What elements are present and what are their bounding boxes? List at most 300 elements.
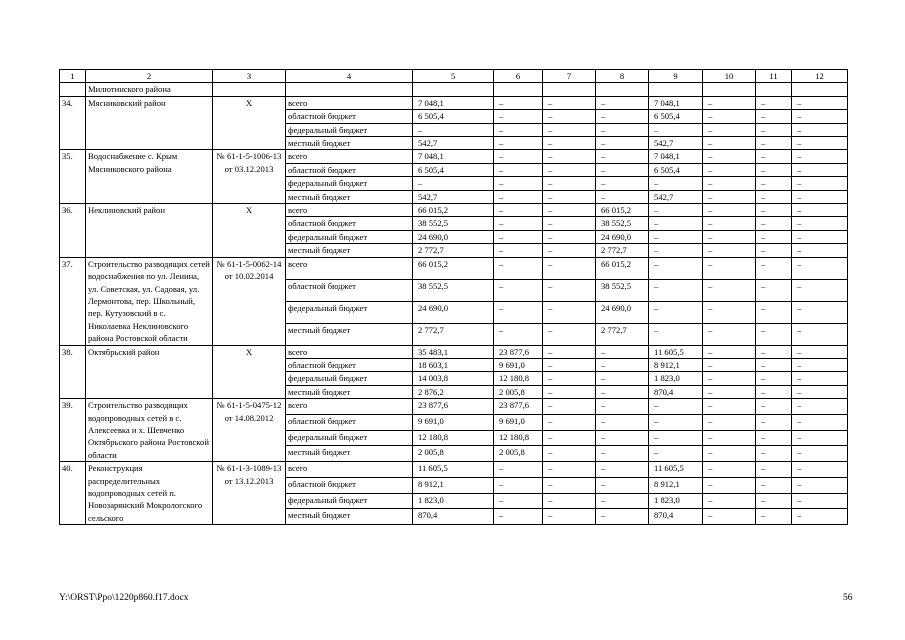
amount-cell: – <box>756 399 792 415</box>
amount-cell: 35 483,1 <box>413 345 494 358</box>
column-number: 5 <box>413 70 494 83</box>
amount-cell: 542,7 <box>649 137 703 150</box>
budget-source: федеральный бюджет <box>286 493 413 509</box>
budget-source: всего <box>286 399 413 415</box>
budget-source: всего <box>286 462 413 478</box>
document-ref: № 61-1-5-0475-12 от 14.08.2012 <box>213 399 286 462</box>
amount-cell: – <box>703 345 756 358</box>
amount-cell: – <box>596 96 649 109</box>
amount-cell: – <box>756 477 792 493</box>
amount-cell: – <box>543 323 596 345</box>
amount-cell: – <box>494 301 543 323</box>
amount-cell: – <box>543 110 596 123</box>
document-ref: Х <box>213 204 286 258</box>
column-number: 1 <box>60 70 86 83</box>
amount-cell: – <box>543 509 596 525</box>
amount-cell: – <box>703 177 756 190</box>
amount-cell: – <box>792 150 848 163</box>
amount-cell: – <box>756 462 792 478</box>
amount-cell: – <box>792 230 848 243</box>
table-body <box>60 70 848 525</box>
amount-cell: – <box>596 190 649 203</box>
empty-cell <box>596 83 649 96</box>
empty-cell <box>649 83 703 96</box>
budget-source: областной бюджет <box>286 217 413 230</box>
amount-cell: – <box>703 399 756 415</box>
amount-cell: 66 015,2 <box>413 204 494 217</box>
amount-cell: – <box>543 217 596 230</box>
column-number: 6 <box>494 70 543 83</box>
amount-cell: – <box>494 257 543 279</box>
column-number: 11 <box>756 70 792 83</box>
amount-cell: – <box>649 177 703 190</box>
amount-cell: 8 912,1 <box>649 358 703 371</box>
amount-cell: 542,7 <box>649 190 703 203</box>
empty-cell <box>756 83 792 96</box>
amount-cell: 18 603,1 <box>413 358 494 371</box>
amount-cell: – <box>596 372 649 385</box>
amount-cell: – <box>494 230 543 243</box>
amount-cell: – <box>543 230 596 243</box>
amount-cell: 1 823,0 <box>413 493 494 509</box>
budget-source: федеральный бюджет <box>286 230 413 243</box>
table-row <box>60 257 848 279</box>
item-number: 38. <box>60 345 86 399</box>
column-number: 8 <box>596 70 649 83</box>
amount-cell: – <box>494 177 543 190</box>
amount-cell: – <box>596 358 649 371</box>
amount-cell: 7 048,1 <box>649 150 703 163</box>
amount-cell: – <box>494 110 543 123</box>
amount-cell: – <box>649 446 703 462</box>
table-row <box>60 462 848 478</box>
amount-cell: – <box>703 358 756 371</box>
document-ref: Х <box>213 345 286 399</box>
amount-cell: 6 505,4 <box>649 163 703 176</box>
amount-cell: – <box>596 123 649 136</box>
table-row <box>60 345 848 358</box>
amount-cell: 24 690,0 <box>596 301 649 323</box>
item-number: 34. <box>60 96 86 150</box>
table-row <box>60 96 848 109</box>
amount-cell: – <box>703 372 756 385</box>
amount-cell: – <box>543 477 596 493</box>
amount-cell: – <box>649 244 703 257</box>
amount-cell: – <box>756 430 792 446</box>
amount-cell: – <box>596 163 649 176</box>
amount-cell: – <box>756 493 792 509</box>
amount-cell: – <box>649 414 703 430</box>
amount-cell: – <box>596 345 649 358</box>
budget-source: федеральный бюджет <box>286 301 413 323</box>
empty-cell <box>413 83 494 96</box>
amount-cell: – <box>494 96 543 109</box>
amount-cell: – <box>703 150 756 163</box>
amount-cell: – <box>792 477 848 493</box>
amount-cell: – <box>596 399 649 415</box>
amount-cell: 2 005,8 <box>494 446 543 462</box>
amount-cell: – <box>543 462 596 478</box>
amount-cell: – <box>494 509 543 525</box>
amount-cell: – <box>792 110 848 123</box>
item-number: 40. <box>60 462 86 525</box>
budget-table <box>59 69 848 525</box>
amount-cell: – <box>756 385 792 398</box>
amount-cell: – <box>703 244 756 257</box>
document-ref: Х <box>213 96 286 150</box>
amount-cell: – <box>494 279 543 301</box>
column-number: 2 <box>86 70 213 83</box>
budget-source: всего <box>286 96 413 109</box>
amount-cell: – <box>792 345 848 358</box>
page-number: 56 <box>843 593 853 603</box>
empty-cell <box>494 83 543 96</box>
column-number: 3 <box>213 70 286 83</box>
budget-source: федеральный бюджет <box>286 372 413 385</box>
table-row <box>60 204 848 217</box>
carryover-row <box>60 83 848 96</box>
amount-cell: – <box>792 123 848 136</box>
budget-source: всего <box>286 204 413 217</box>
amount-cell: – <box>792 323 848 345</box>
column-number: 7 <box>543 70 596 83</box>
amount-cell: – <box>596 110 649 123</box>
amount-cell: – <box>596 462 649 478</box>
amount-cell: – <box>494 204 543 217</box>
amount-cell: – <box>543 446 596 462</box>
amount-cell: – <box>494 163 543 176</box>
amount-cell: 9 691,0 <box>413 414 494 430</box>
amount-cell: – <box>703 257 756 279</box>
amount-cell: 23 877,6 <box>413 399 494 415</box>
amount-cell: 38 552,5 <box>596 279 649 301</box>
carryover-text: Милютинского района <box>86 83 213 96</box>
amount-cell: 2 772,7 <box>596 244 649 257</box>
amount-cell: – <box>543 358 596 371</box>
amount-cell: – <box>649 123 703 136</box>
budget-source: местный бюджет <box>286 446 413 462</box>
amount-cell: – <box>703 279 756 301</box>
amount-cell: – <box>703 446 756 462</box>
amount-cell: 1 823,0 <box>649 372 703 385</box>
amount-cell: – <box>596 430 649 446</box>
amount-cell: 66 015,2 <box>596 257 649 279</box>
amount-cell: – <box>596 477 649 493</box>
amount-cell: – <box>649 430 703 446</box>
amount-cell: – <box>703 301 756 323</box>
table-row <box>60 150 848 163</box>
amount-cell: 870,4 <box>649 385 703 398</box>
budget-source: областной бюджет <box>286 477 413 493</box>
amount-cell: 66 015,2 <box>413 257 494 279</box>
object-name: Водоснабжение с. Крым Мясниковского района <box>86 150 213 204</box>
column-number: 12 <box>792 70 848 83</box>
amount-cell: – <box>703 204 756 217</box>
amount-cell: – <box>543 123 596 136</box>
amount-cell: – <box>756 372 792 385</box>
amount-cell: – <box>756 163 792 176</box>
amount-cell: – <box>703 493 756 509</box>
amount-cell: – <box>494 244 543 257</box>
amount-cell: 14 003,8 <box>413 372 494 385</box>
budget-source: областной бюджет <box>286 110 413 123</box>
amount-cell: 8 912,1 <box>649 477 703 493</box>
amount-cell: – <box>756 96 792 109</box>
amount-cell: 38 552,5 <box>413 279 494 301</box>
amount-cell: – <box>792 430 848 446</box>
amount-cell: – <box>703 96 756 109</box>
budget-source: местный бюджет <box>286 385 413 398</box>
budget-source: местный бюджет <box>286 323 413 345</box>
amount-cell: 9 691,0 <box>494 414 543 430</box>
amount-cell: – <box>792 446 848 462</box>
amount-cell: – <box>543 257 596 279</box>
amount-cell: 24 690,0 <box>596 230 649 243</box>
amount-cell: – <box>703 509 756 525</box>
amount-cell: – <box>649 257 703 279</box>
empty-cell <box>543 83 596 96</box>
amount-cell: 24 690,0 <box>413 301 494 323</box>
amount-cell: – <box>756 244 792 257</box>
amount-cell: – <box>543 244 596 257</box>
amount-cell: – <box>494 477 543 493</box>
budget-source: областной бюджет <box>286 163 413 176</box>
amount-cell: – <box>596 446 649 462</box>
amount-cell: – <box>756 279 792 301</box>
amount-cell: – <box>703 190 756 203</box>
amount-cell: – <box>703 385 756 398</box>
amount-cell: – <box>756 323 792 345</box>
amount-cell: – <box>543 137 596 150</box>
object-name: Мясниковский район <box>86 96 213 150</box>
amount-cell: – <box>649 217 703 230</box>
amount-cell: – <box>792 257 848 279</box>
amount-cell: 2 876,2 <box>413 385 494 398</box>
amount-cell: – <box>543 279 596 301</box>
budget-source: федеральный бюджет <box>286 177 413 190</box>
amount-cell: – <box>413 123 494 136</box>
amount-cell: – <box>792 358 848 371</box>
amount-cell: – <box>543 399 596 415</box>
amount-cell: – <box>596 385 649 398</box>
empty-cell <box>703 83 756 96</box>
amount-cell: 66 015,2 <box>596 204 649 217</box>
budget-source: федеральный бюджет <box>286 123 413 136</box>
amount-cell: – <box>494 123 543 136</box>
object-name: Строительство разводящих сетей водоснабжения по ул. Ленина, ул. Советская, ул. Садовая, ул. Лермонтова, пер. Школьный, пер. Кутузовский в с. Николаевка Неклиновского района Ростовской области <box>86 257 213 345</box>
amount-cell: – <box>649 323 703 345</box>
item-number: 37. <box>60 257 86 345</box>
table-row <box>60 399 848 415</box>
amount-cell: – <box>543 190 596 203</box>
amount-cell: 38 552,5 <box>596 217 649 230</box>
budget-source: местный бюджет <box>286 190 413 203</box>
item-number: 39. <box>60 399 86 462</box>
amount-cell: – <box>756 446 792 462</box>
amount-cell: 1 823,0 <box>649 493 703 509</box>
amount-cell: – <box>543 163 596 176</box>
amount-cell: 870,4 <box>649 509 703 525</box>
amount-cell: – <box>792 462 848 478</box>
amount-cell: – <box>792 509 848 525</box>
amount-cell: 12 180,8 <box>494 430 543 446</box>
amount-cell: – <box>703 217 756 230</box>
empty-cell <box>286 83 413 96</box>
amount-cell: – <box>792 163 848 176</box>
budget-source: областной бюджет <box>286 414 413 430</box>
amount-cell: – <box>543 430 596 446</box>
amount-cell: 2 772,7 <box>413 323 494 345</box>
amount-cell: – <box>494 137 543 150</box>
document-ref: № 61-1-5-1006-13 от 03.12.2013 <box>213 150 286 204</box>
amount-cell: – <box>494 217 543 230</box>
item-number: 35. <box>60 150 86 204</box>
amount-cell: – <box>543 414 596 430</box>
amount-cell: – <box>756 123 792 136</box>
amount-cell: – <box>756 257 792 279</box>
amount-cell: 542,7 <box>413 137 494 150</box>
file-path: Y:\ORST\Ppo\1220p860.f17.docx <box>59 593 189 603</box>
amount-cell: 11 605,5 <box>649 345 703 358</box>
amount-cell: – <box>703 110 756 123</box>
amount-cell: – <box>756 509 792 525</box>
amount-cell: – <box>703 430 756 446</box>
amount-cell: – <box>543 96 596 109</box>
document-ref: № 61-1-3-1089-13 от 13.12.2013 <box>213 462 286 525</box>
column-number: 10 <box>703 70 756 83</box>
amount-cell: 38 552,5 <box>413 217 494 230</box>
amount-cell: – <box>596 177 649 190</box>
amount-cell: – <box>703 230 756 243</box>
amount-cell: – <box>792 244 848 257</box>
amount-cell: – <box>756 110 792 123</box>
amount-cell: – <box>792 493 848 509</box>
amount-cell: – <box>543 150 596 163</box>
amount-cell: – <box>792 217 848 230</box>
amount-cell: 2 772,7 <box>596 323 649 345</box>
object-name: Строительство разводящих водопроводных сетей в с. Алексеевка и х. Шевченко Октябрьского района Ростовской области <box>86 399 213 462</box>
amount-cell: 23 877,6 <box>494 399 543 415</box>
amount-cell: 8 912,1 <box>413 477 494 493</box>
amount-cell: – <box>756 345 792 358</box>
amount-cell: 12 180,8 <box>494 372 543 385</box>
budget-source: областной бюджет <box>286 279 413 301</box>
column-header-row <box>60 70 848 83</box>
amount-cell: – <box>792 190 848 203</box>
budget-source: всего <box>286 257 413 279</box>
amount-cell: – <box>756 230 792 243</box>
budget-source: федеральный бюджет <box>286 430 413 446</box>
empty-cell <box>213 83 286 96</box>
amount-cell: 2 772,7 <box>413 244 494 257</box>
amount-cell: 24 690,0 <box>413 230 494 243</box>
amount-cell: – <box>543 493 596 509</box>
empty-cell <box>792 83 848 96</box>
amount-cell: 9 691,0 <box>494 358 543 371</box>
object-name: Реконструкция распределительных водопроводных сетей п. Новозарянский Мокрологского сельского <box>86 462 213 525</box>
amount-cell: 7 048,1 <box>413 150 494 163</box>
amount-cell: 6 505,4 <box>413 110 494 123</box>
amount-cell: 2 005,8 <box>494 385 543 398</box>
amount-cell: – <box>494 190 543 203</box>
amount-cell: – <box>543 345 596 358</box>
amount-cell: 7 048,1 <box>649 96 703 109</box>
amount-cell: – <box>494 150 543 163</box>
budget-source: всего <box>286 150 413 163</box>
amount-cell: – <box>703 462 756 478</box>
object-name: Неклиновский район <box>86 204 213 258</box>
amount-cell: – <box>649 204 703 217</box>
amount-cell: – <box>756 150 792 163</box>
amount-cell: – <box>494 323 543 345</box>
amount-cell: – <box>494 493 543 509</box>
amount-cell: – <box>792 301 848 323</box>
budget-source: местный бюджет <box>286 509 413 525</box>
amount-cell: 7 048,1 <box>413 96 494 109</box>
column-number: 9 <box>649 70 703 83</box>
budget-source: всего <box>286 345 413 358</box>
amount-cell: – <box>703 477 756 493</box>
amount-cell: – <box>543 301 596 323</box>
amount-cell: – <box>756 301 792 323</box>
amount-cell: – <box>792 385 848 398</box>
amount-cell: – <box>649 230 703 243</box>
amount-cell: 11 605,5 <box>649 462 703 478</box>
amount-cell: – <box>756 217 792 230</box>
amount-cell: 11 605,5 <box>413 462 494 478</box>
amount-cell: – <box>792 204 848 217</box>
amount-cell: 2 005,8 <box>413 446 494 462</box>
object-name: Октябрьский район <box>86 345 213 399</box>
amount-cell: – <box>596 493 649 509</box>
amount-cell: – <box>596 509 649 525</box>
amount-cell: – <box>543 177 596 190</box>
amount-cell: – <box>649 301 703 323</box>
document-ref: № 61-1-5-0062-14 от 10.02.2014 <box>213 257 286 345</box>
amount-cell: – <box>792 414 848 430</box>
amount-cell: – <box>756 414 792 430</box>
amount-cell: – <box>703 163 756 176</box>
amount-cell: 6 505,4 <box>649 110 703 123</box>
amount-cell: – <box>792 399 848 415</box>
budget-source: местный бюджет <box>286 244 413 257</box>
amount-cell: 23 877,6 <box>494 345 543 358</box>
amount-cell: – <box>703 137 756 150</box>
amount-cell: – <box>792 177 848 190</box>
amount-cell: – <box>543 372 596 385</box>
amount-cell: 6 505,4 <box>413 163 494 176</box>
amount-cell: – <box>543 385 596 398</box>
amount-cell: – <box>792 96 848 109</box>
amount-cell: – <box>756 358 792 371</box>
budget-source: областной бюджет <box>286 358 413 371</box>
amount-cell: – <box>494 462 543 478</box>
amount-cell: – <box>756 177 792 190</box>
amount-cell: – <box>703 414 756 430</box>
amount-cell: – <box>703 123 756 136</box>
amount-cell: – <box>596 414 649 430</box>
carryover-spacer <box>60 83 86 96</box>
budget-source: местный бюджет <box>286 137 413 150</box>
amount-cell: – <box>756 204 792 217</box>
item-number: 36. <box>60 204 86 258</box>
amount-cell: – <box>413 177 494 190</box>
amount-cell: – <box>703 323 756 345</box>
amount-cell: – <box>596 137 649 150</box>
amount-cell: – <box>756 137 792 150</box>
amount-cell: 870,4 <box>413 509 494 525</box>
amount-cell: 542,7 <box>413 190 494 203</box>
